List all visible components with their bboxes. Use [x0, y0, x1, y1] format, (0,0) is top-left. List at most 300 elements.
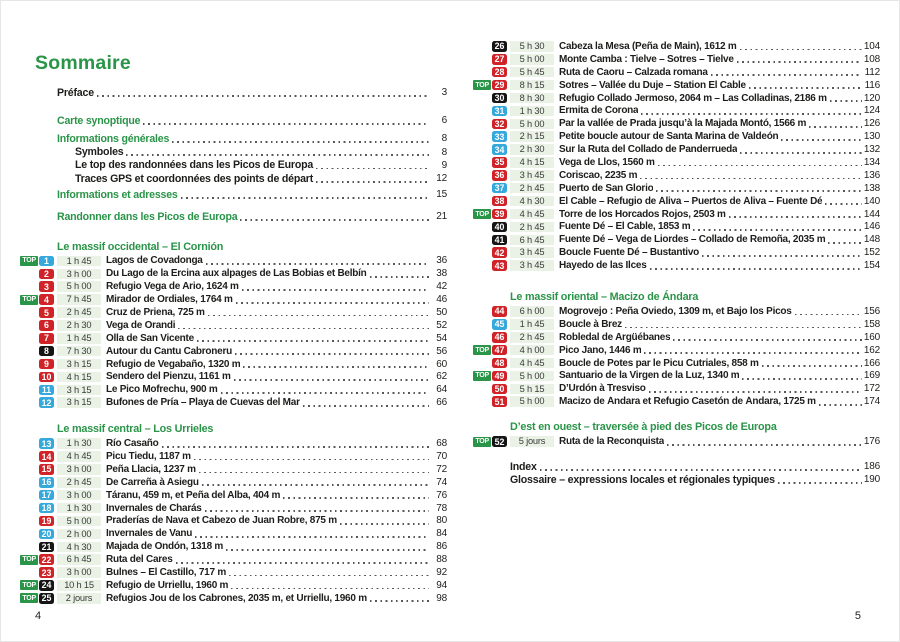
route-number-badge: 43 [492, 260, 507, 271]
toc-entry [19, 332, 447, 345]
section-heading: Le massif central – Los Urrieles [57, 423, 214, 436]
route-duration: 5 h 00 [510, 371, 554, 382]
route-duration: 1 h 45 [510, 319, 554, 330]
route-duration: 1 h 30 [57, 438, 101, 449]
toc-entry [19, 319, 447, 332]
toc-entry [472, 208, 880, 221]
route-page-number: 56 [436, 345, 447, 357]
top-badge: TOP [475, 81, 489, 89]
toc-entry [472, 357, 880, 370]
route-duration: 4 h 45 [57, 451, 101, 462]
dot-leader [781, 139, 861, 141]
toc-entry [19, 358, 447, 371]
dot-leader [740, 152, 862, 154]
route-number-badge: 32 [492, 119, 507, 130]
route-number-badge: 46 [492, 332, 507, 343]
toc-entry [472, 259, 880, 272]
route-page-number: 54 [436, 332, 447, 344]
route-title: Peña Llacia, 1237 m [106, 463, 196, 475]
route-number-badge: 47 [492, 345, 507, 356]
route-duration: 8 h 15 [510, 80, 554, 91]
top-slot [19, 580, 39, 590]
route-page-number: 88 [436, 554, 447, 566]
route-duration: 4 h 15 [510, 157, 554, 168]
route-page-number: 108 [863, 53, 880, 65]
route-title: Fuente Dé – El Cable, 1853 m [559, 221, 691, 233]
dot-leader [795, 314, 862, 316]
route-page-number: 38 [436, 268, 447, 280]
toc-entry-label: Glossaire – expressions locales et régionales typiques [510, 473, 775, 486]
toc-entry [75, 159, 447, 172]
route-number-badge: 4 [39, 294, 54, 305]
toc-entry [510, 460, 880, 473]
route-title: Refugio de Urriellu, 1960 m [106, 579, 229, 591]
dot-leader [205, 510, 429, 512]
route-page-number: 152 [863, 247, 880, 259]
dot-leader [194, 459, 429, 461]
route-duration: 5 h 00 [510, 54, 554, 65]
route-title: Sotres – Vallée du Duje – Station El Cable [559, 79, 746, 91]
route-duration: 3 h 00 [57, 269, 101, 280]
dot-leader [825, 203, 862, 205]
top-badge: TOP [475, 210, 489, 218]
route-number-badge: 19 [39, 516, 54, 527]
toc-entry-label: Informations générales [57, 132, 170, 145]
route-title: D’Urdón à Tresviso [559, 383, 646, 395]
folio-right: 5 [854, 610, 861, 622]
route-title: Mirador de Ordiales, 1764 m [106, 294, 233, 306]
route-title: Refugio Collado Jermoso, 2064 m – Las Colladinas, 2186 m [559, 92, 827, 104]
toc-entry [19, 502, 447, 515]
dot-leader [199, 472, 429, 474]
route-title: Petite boucle autour de Santa Marina de Valdeón [559, 131, 779, 143]
route-duration: 2 h 30 [57, 320, 101, 331]
dot-leader [711, 74, 862, 76]
route-page-number: 154 [863, 260, 880, 272]
route-page-number: 84 [436, 528, 447, 540]
top-slot [472, 80, 492, 90]
dot-leader [172, 141, 429, 143]
dot-leader [231, 588, 429, 590]
route-page-number: 60 [436, 358, 447, 370]
route-title: Bufones de Pría – Playa de Cuevas del Mar [106, 397, 300, 409]
toc-entry-label: Index [510, 460, 537, 473]
toc-entry-label: Préface [57, 86, 94, 99]
page-right [450, 0, 900, 642]
route-page-number: 124 [863, 105, 880, 117]
toc-entry-page: 9 [441, 159, 447, 171]
route-number-badge: 31 [492, 106, 507, 117]
top-badge: TOP [475, 346, 489, 354]
route-number-badge: 11 [39, 385, 54, 396]
route-title: Cabeza la Mesa (Peña de Main), 1612 m [559, 40, 737, 52]
route-title: Du Lago de la Ercina aux alpages de Las Bobias et Belbín [106, 268, 367, 280]
route-number-badge: 16 [39, 477, 54, 488]
toc-entry-page: 8 [441, 133, 447, 145]
route-title: Refugios Jou de los Cabrones, 2035 m, et Urriellu, 1960 m [106, 592, 367, 604]
route-page-number: 126 [863, 118, 880, 130]
route-number-badge: 2 [39, 269, 54, 280]
route-page-number: 116 [864, 79, 880, 91]
route-page-number: 136 [863, 169, 880, 181]
route-title: Refugio de Vegabaño, 1320 m [106, 358, 241, 370]
route-duration: 7 h 45 [57, 294, 101, 305]
dot-leader [208, 315, 429, 317]
dot-leader [742, 378, 861, 380]
route-title: Sendero del Pienzu, 1161 m [106, 371, 231, 383]
dot-leader [656, 190, 861, 192]
route-duration: 2 jours [57, 593, 101, 604]
dot-leader [729, 216, 862, 218]
dot-leader [206, 263, 429, 265]
route-page-number: 130 [863, 131, 880, 143]
dot-leader [235, 353, 429, 355]
dot-leader [243, 366, 429, 368]
route-page-number: 104 [863, 40, 880, 52]
route-duration: 4 h 15 [57, 372, 101, 383]
route-title: Vega de Llos, 1560 m [559, 156, 655, 168]
dot-leader [176, 562, 429, 564]
route-title: Boucle Fuente Dé – Bustantivo [559, 247, 699, 259]
route-title: Pico Jano, 1446 m [559, 344, 642, 356]
route-duration: 2 h 45 [510, 332, 554, 343]
toc-entry-page: 8 [441, 146, 447, 158]
top-slot [19, 295, 39, 305]
toc-entry [472, 40, 880, 53]
route-number-badge: 8 [39, 346, 54, 357]
route-title: Picu Tiedu, 1187 m [106, 451, 191, 463]
route-page-number: 42 [436, 281, 447, 293]
route-duration: 5 h 00 [57, 281, 101, 292]
route-duration: 5 h 00 [510, 119, 554, 130]
route-number-badge: 9 [39, 359, 54, 370]
dot-leader [229, 575, 429, 577]
route-number-badge: 41 [492, 235, 507, 246]
dot-leader [195, 536, 429, 538]
route-title: Refugio Vega de Ario, 1624 m [106, 281, 239, 293]
dot-leader [740, 49, 862, 51]
route-number-badge: 24 [39, 580, 54, 591]
toc-entry-page: 6 [441, 115, 447, 127]
toc-entry-label: Symboles [75, 146, 124, 159]
route-duration: 6 h 00 [510, 306, 554, 317]
toc-entry [57, 210, 447, 223]
route-number-badge: 38 [492, 196, 507, 207]
route-duration: 6 h 45 [510, 235, 554, 246]
route-number-badge: 52 [492, 436, 507, 447]
top-slot [472, 345, 492, 355]
toc-section [472, 291, 880, 408]
toc-entry [75, 172, 447, 185]
route-page-number: 68 [436, 438, 447, 450]
top-slot [19, 593, 39, 603]
toc-entry [472, 117, 880, 130]
route-duration: 5 h 30 [510, 41, 554, 52]
route-page-number: 132 [863, 144, 880, 156]
route-title: Lagos de Covadonga [106, 255, 203, 267]
route-duration: 4 h 30 [57, 542, 101, 553]
dot-leader [181, 197, 429, 199]
route-page-number: 52 [436, 319, 447, 331]
toc-entry [19, 345, 447, 358]
dot-leader [644, 352, 861, 354]
route-number-badge: 18 [39, 503, 54, 514]
route-title: Invernales de Charás [106, 502, 202, 514]
route-title: Par la vallée de Prada jusqu’à la Majada Montó, 1566 m [559, 118, 807, 130]
toc-entry [472, 130, 880, 143]
route-number-badge: 29 [492, 80, 507, 91]
route-title: Fuente Dé – Vega de Liordes – Collado de Remoña, 2035 m [559, 234, 826, 246]
toc-entry [472, 53, 880, 66]
toc-entry [472, 344, 880, 357]
dot-leader [126, 154, 429, 156]
back-matter-list [510, 460, 880, 486]
section-heading: Le massif oriental – Macizo de Ándara [510, 291, 699, 304]
dot-leader [702, 255, 862, 257]
toc-entry [472, 66, 880, 79]
route-duration: 3 h 00 [57, 490, 101, 501]
toc-entry-page: 186 [863, 461, 880, 473]
dot-leader [650, 268, 862, 270]
dot-leader [162, 446, 429, 448]
route-title: Vega de Orandi [106, 319, 176, 331]
route-title: Ruta del Cares [106, 554, 173, 566]
right-sections [472, 40, 880, 448]
toc-entry [472, 369, 880, 382]
route-number-badge: 30 [492, 93, 507, 104]
route-title: Táranu, 459 m, et Peña del Alba, 404 m [106, 489, 281, 501]
toc-entry [472, 104, 880, 117]
toc-entry [19, 255, 447, 268]
dot-leader [658, 165, 862, 167]
route-duration: 1 h 30 [510, 106, 554, 117]
toc-entry [472, 79, 880, 92]
toc-section [19, 241, 447, 410]
top-slot [472, 437, 492, 447]
dot-leader [649, 391, 862, 393]
route-title: Invernales de Vanu [106, 528, 193, 540]
toc-entry [472, 382, 880, 395]
route-title: Bulnes – El Castillo, 717 m [106, 567, 226, 579]
toc-entry [472, 220, 880, 233]
route-title: Hayedo de las Ilces [559, 260, 647, 272]
route-page-number: 138 [863, 182, 880, 194]
route-title: Boucle à Brez [559, 318, 622, 330]
dot-leader [226, 549, 429, 551]
dot-leader [762, 365, 862, 367]
toc-entry-page: 3 [441, 87, 447, 99]
route-number-badge: 10 [39, 372, 54, 383]
route-number-badge: 1 [39, 256, 54, 267]
route-title: Majada de Ondón, 1318 m [106, 541, 224, 553]
toc-entry [472, 233, 880, 246]
dot-leader [240, 219, 429, 221]
route-number-badge: 7 [39, 333, 54, 344]
route-page-number: 148 [863, 234, 880, 246]
route-title: Mogrovejo : Peña Oviedo, 1309 m, et Bajo los Picos [559, 305, 792, 317]
route-number-badge: 49 [492, 371, 507, 382]
route-number-badge: 34 [492, 144, 507, 155]
dot-leader [809, 126, 862, 128]
route-page-number: 92 [436, 567, 447, 579]
route-page-number: 169 [863, 370, 880, 382]
toc-entry [19, 463, 447, 476]
top-badge: TOP [22, 594, 36, 602]
route-title: Sur la Ruta del Collado de Panderrueda [559, 144, 738, 156]
route-title: Ermita de Corona [559, 105, 639, 117]
route-duration: 5 h 45 [510, 67, 554, 78]
route-number-badge: 44 [492, 306, 507, 317]
dot-leader [540, 469, 862, 471]
route-page-number: 70 [436, 451, 447, 463]
toc-entry [19, 293, 447, 306]
route-number-badge: 21 [39, 542, 54, 553]
top-slot [472, 371, 492, 381]
section-heading: Le massif occidental – El Cornión [57, 240, 224, 253]
toc-entry [472, 246, 880, 259]
route-duration: 8 h 30 [510, 93, 554, 104]
route-duration: 2 h 00 [57, 529, 101, 540]
route-number-badge: 42 [492, 247, 507, 258]
folio-left: 4 [35, 610, 42, 622]
toc-entry [19, 553, 447, 566]
route-number-badge: 13 [39, 438, 54, 449]
route-title: Macizo de Ándara et Refugio Casetón de Ándara, 1725 m [559, 396, 816, 408]
dot-leader [641, 113, 862, 115]
route-duration: 4 h 30 [510, 196, 554, 207]
toc-entry-page: 190 [863, 474, 880, 486]
toc-entry [472, 395, 880, 408]
route-number-badge: 39 [492, 209, 507, 220]
dot-leader [640, 178, 862, 180]
route-page-number: 112 [864, 66, 880, 78]
route-duration: 5 jours [510, 436, 554, 447]
toc-entry [19, 489, 447, 502]
top-badge: TOP [475, 372, 489, 380]
route-page-number: 50 [436, 307, 447, 318]
dot-leader [197, 340, 429, 342]
top-slot [472, 209, 492, 219]
route-title: Boucle de Potes par le Picu Cutriales, 858 m [559, 357, 759, 369]
route-page-number: 172 [863, 383, 880, 395]
route-title: Le Pico Mofrechu, 900 m [106, 384, 218, 396]
toc-entry-label: Randonner dans les Picos de Europa [57, 210, 238, 223]
route-title: Coriscao, 2235 m [559, 169, 638, 181]
top-badge: TOP [22, 581, 36, 589]
toc-entry [472, 318, 880, 331]
route-page-number: 74 [436, 476, 447, 488]
route-title: Torre de los Horcados Rojos, 2503 m [559, 208, 726, 220]
toc-entry [57, 86, 447, 99]
dot-leader [749, 87, 862, 89]
toc-entry-page: 15 [436, 189, 447, 201]
route-title: Monte Camba : Tielve – Sotres – Tielve [559, 53, 734, 65]
route-duration: 2 h 15 [510, 131, 554, 142]
dot-leader [316, 181, 429, 183]
dot-leader [340, 523, 429, 525]
route-duration: 3 h 15 [57, 397, 101, 408]
route-number-badge: 15 [39, 464, 54, 475]
route-number-badge: 35 [492, 157, 507, 168]
toc-entry [19, 267, 447, 280]
route-number-badge: 12 [39, 397, 54, 408]
dot-leader [143, 123, 429, 125]
route-title: Río Casaño [106, 438, 159, 450]
toc-entry [19, 579, 447, 592]
toc-entry [19, 396, 447, 409]
toc-entry [472, 182, 880, 195]
dot-leader [370, 600, 429, 602]
route-duration: 6 h 45 [57, 554, 101, 565]
top-slot [19, 256, 39, 266]
route-title: De Carreña à Asiegu [106, 476, 199, 488]
dot-leader [828, 242, 862, 244]
left-sections [19, 241, 447, 605]
toc-entry [472, 143, 880, 156]
route-number-badge: 51 [492, 396, 507, 407]
route-page-number: 62 [436, 371, 447, 383]
route-title: Olla de San Vicente [106, 332, 194, 344]
route-duration: 10 h 15 [57, 580, 101, 591]
top-badge: TOP [22, 257, 36, 265]
toc-section [472, 40, 880, 272]
route-number-badge: 37 [492, 183, 507, 194]
route-number-badge: 5 [39, 307, 54, 318]
route-page-number: 64 [436, 384, 447, 396]
toc-entry [19, 371, 447, 384]
route-number-badge: 27 [492, 54, 507, 65]
dot-leader [316, 168, 429, 170]
toc-entry [19, 527, 447, 540]
route-page-number: 144 [863, 208, 880, 220]
front-matter-list [57, 86, 447, 224]
route-duration: 4 h 45 [510, 209, 554, 220]
top-badge: TOP [475, 438, 489, 446]
dot-leader [693, 229, 862, 231]
route-page-number: 46 [436, 294, 447, 306]
route-page-number: 94 [436, 579, 447, 591]
route-title: El Cable – Refugio de Áliva – Puertos de Áliva – Fuente Dé [559, 195, 823, 207]
dot-leader [178, 328, 429, 330]
toc-entry-label: Le top des randonnées dans les Picos de Europa [75, 159, 314, 172]
toc-entry [472, 156, 880, 169]
route-duration: 1 h 45 [57, 333, 101, 344]
toc-entry [19, 515, 447, 528]
dot-leader [242, 289, 429, 291]
toc-entry [19, 592, 447, 605]
toc-entry [510, 473, 880, 486]
route-duration: 1 h 30 [57, 503, 101, 514]
top-badge: TOP [22, 296, 36, 304]
toc-entry-label: Informations et adresses [57, 188, 178, 201]
dot-leader [97, 95, 429, 97]
toc-entry [472, 92, 880, 105]
route-title: Ruta de Caoru – Calzada romana [559, 66, 708, 78]
route-duration: 1 h 45 [57, 256, 101, 267]
dot-leader [236, 302, 429, 304]
route-page-number: 36 [436, 255, 447, 267]
route-number-badge: 20 [39, 529, 54, 540]
route-duration: 3 h 15 [57, 359, 101, 370]
dot-leader [737, 61, 862, 63]
route-title: Cruz de Priena, 725 m [106, 307, 205, 318]
route-duration: 7 h 30 [57, 346, 101, 357]
top-badge: TOP [22, 556, 36, 564]
toc-entry-page: 21 [436, 211, 447, 223]
route-title: Praderías de Nava et Cabezo de Juan Robre, 875 m [106, 515, 337, 527]
route-number-badge: 14 [39, 451, 54, 462]
route-page-number: 166 [863, 357, 880, 369]
